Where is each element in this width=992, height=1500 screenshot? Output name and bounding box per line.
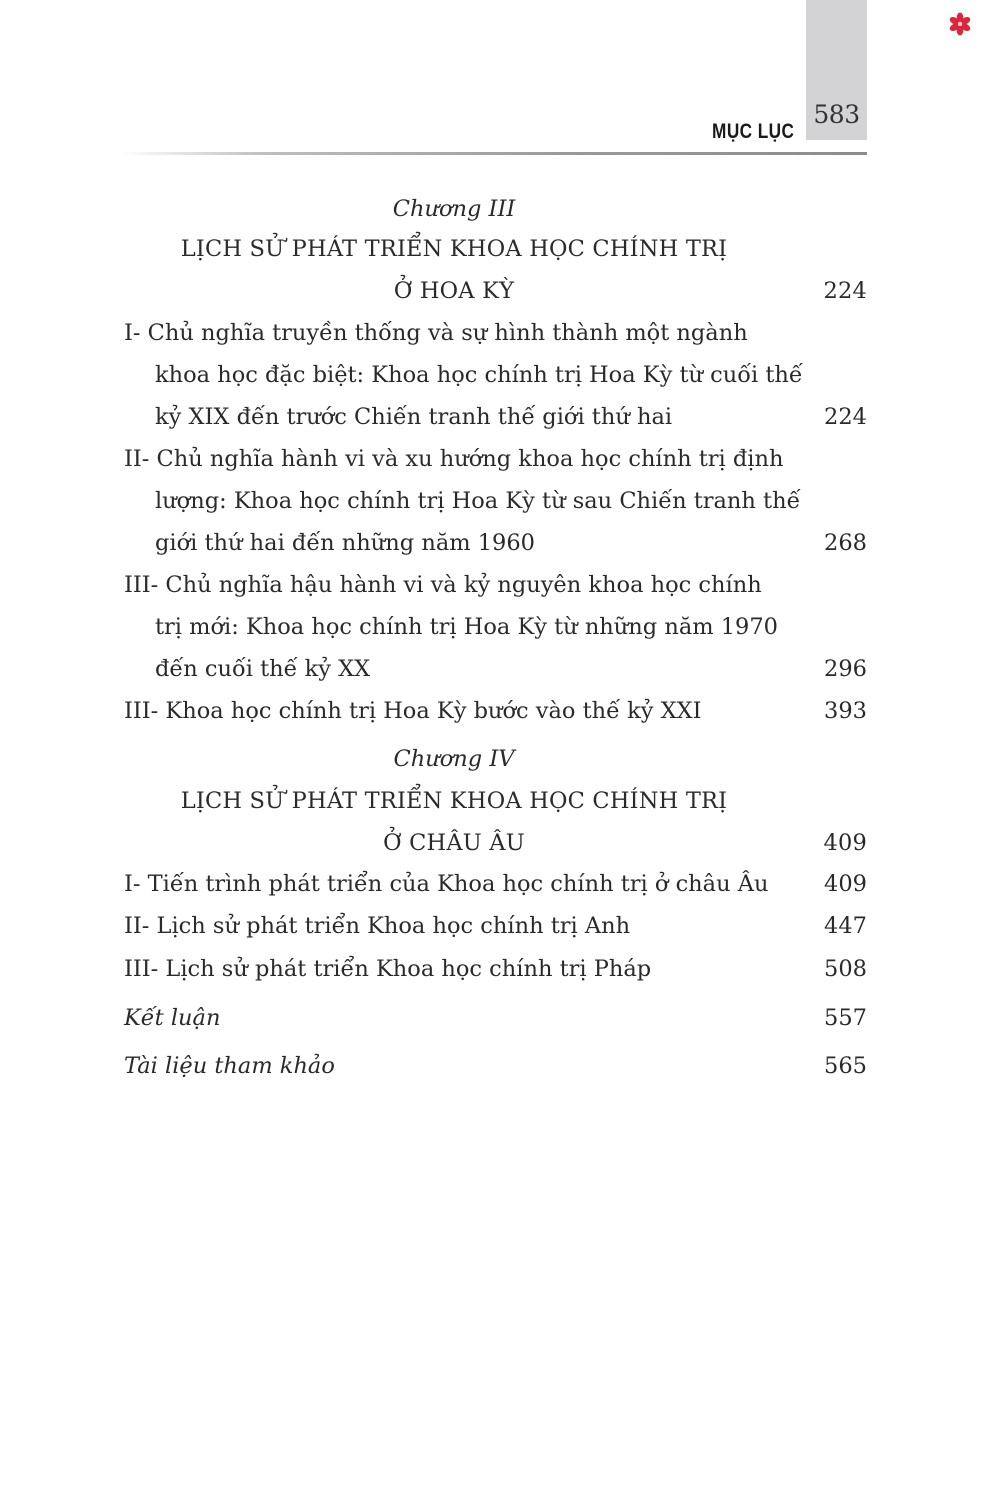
chapter-label-text: Chương IV	[393, 746, 515, 772]
toc-entry[interactable]	[124, 480, 867, 522]
toc-entry-conclusion[interactable]	[124, 997, 867, 1039]
toc-page-number: 224	[824, 404, 867, 430]
toc-entry-text: đến cuối thế kỷ XX	[155, 656, 371, 682]
toc-entry-text: III- Lịch sử phát triển Khoa học chính trị Pháp	[124, 956, 652, 982]
toc-entry-text: giới thứ hai đến những năm 1960	[155, 530, 535, 556]
toc-page-number: 409	[823, 830, 867, 856]
toc-entry[interactable]	[124, 438, 867, 480]
toc-entry-text: III- Chủ nghĩa hậu hành vi và kỷ nguyên khoa học chính	[124, 572, 762, 598]
toc-entry-text: lượng: Khoa học chính trị Hoa Kỳ từ sau Chiến tranh thế	[155, 488, 801, 514]
chapter-label	[124, 738, 867, 780]
page-number: 583	[813, 100, 860, 129]
chapter-title	[124, 228, 867, 270]
toc-entry[interactable]	[124, 564, 867, 606]
toc-entry-text: Kết luận	[124, 1005, 221, 1031]
toc-page-number: 409	[824, 871, 867, 897]
toc-entry-references[interactable]	[124, 1045, 867, 1087]
toc-entry[interactable]	[124, 396, 867, 438]
chapter-title[interactable]	[124, 822, 867, 864]
toc-entry[interactable]	[124, 354, 867, 396]
red-flower-icon	[948, 12, 972, 36]
toc-entry-text: I- Tiến trình phát triển của Khoa học chính trị ở châu Âu	[124, 871, 769, 897]
chapter-title-line: LỊCH SỬ PHÁT TRIỂN KHOA HỌC CHÍNH TRỊ	[180, 788, 728, 814]
toc-entry-text: II- Lịch sử phát triển Khoa học chính trị Anh	[124, 913, 631, 939]
toc-entry[interactable]	[124, 522, 867, 564]
toc-entry-text: II- Chủ nghĩa hành vi và xu hướng khoa học chính trị định	[124, 446, 784, 472]
toc-entry[interactable]	[124, 863, 867, 905]
toc-page-number: 508	[824, 956, 867, 982]
toc-page-number: 447	[824, 913, 867, 939]
chapter-title-line: Ở HOA KỲ	[393, 278, 515, 304]
running-title: MỤC LỤC	[711, 120, 794, 143]
toc-page-number: 268	[824, 530, 867, 556]
toc-entry[interactable]	[124, 690, 867, 732]
chapter-title[interactable]	[124, 270, 867, 312]
toc-entry-text: I- Chủ nghĩa truyền thống và sự hình thành một ngành	[124, 320, 748, 346]
toc-entry[interactable]	[124, 312, 867, 354]
toc-entry[interactable]	[124, 948, 867, 990]
chapter-label-text: Chương III	[392, 196, 516, 222]
toc-page-number: 565	[824, 1053, 867, 1079]
toc-page-number: 393	[824, 698, 867, 724]
toc-entry-text: III- Khoa học chính trị Hoa Kỳ bước vào thế kỷ XXI	[124, 698, 702, 724]
toc-page-number: 224	[823, 278, 867, 304]
toc-page-number: 557	[824, 1005, 867, 1031]
toc-entry[interactable]	[124, 648, 867, 690]
toc-entry-text: trị mới: Khoa học chính trị Hoa Kỳ từ những năm 1970	[155, 614, 778, 640]
toc-entry[interactable]	[124, 905, 867, 947]
chapter-label	[124, 188, 867, 230]
toc-entry[interactable]	[124, 606, 867, 648]
toc-page-number: 296	[824, 656, 867, 682]
chapter-title-line: Ở CHÂU ÂU	[383, 830, 525, 856]
chapter-title-line: LỊCH SỬ PHÁT TRIỂN KHOA HỌC CHÍNH TRỊ	[180, 236, 728, 262]
chapter-title	[124, 780, 867, 822]
toc-entry-text: kỷ XIX đến trước Chiến tranh thế giới thứ hai	[155, 404, 673, 430]
toc-entry-text: Tài liệu tham khảo	[124, 1053, 335, 1079]
toc-entry-text: khoa học đặc biệt: Khoa học chính trị Hoa Kỳ từ cuối thế	[155, 362, 803, 388]
header-rule	[120, 152, 867, 155]
